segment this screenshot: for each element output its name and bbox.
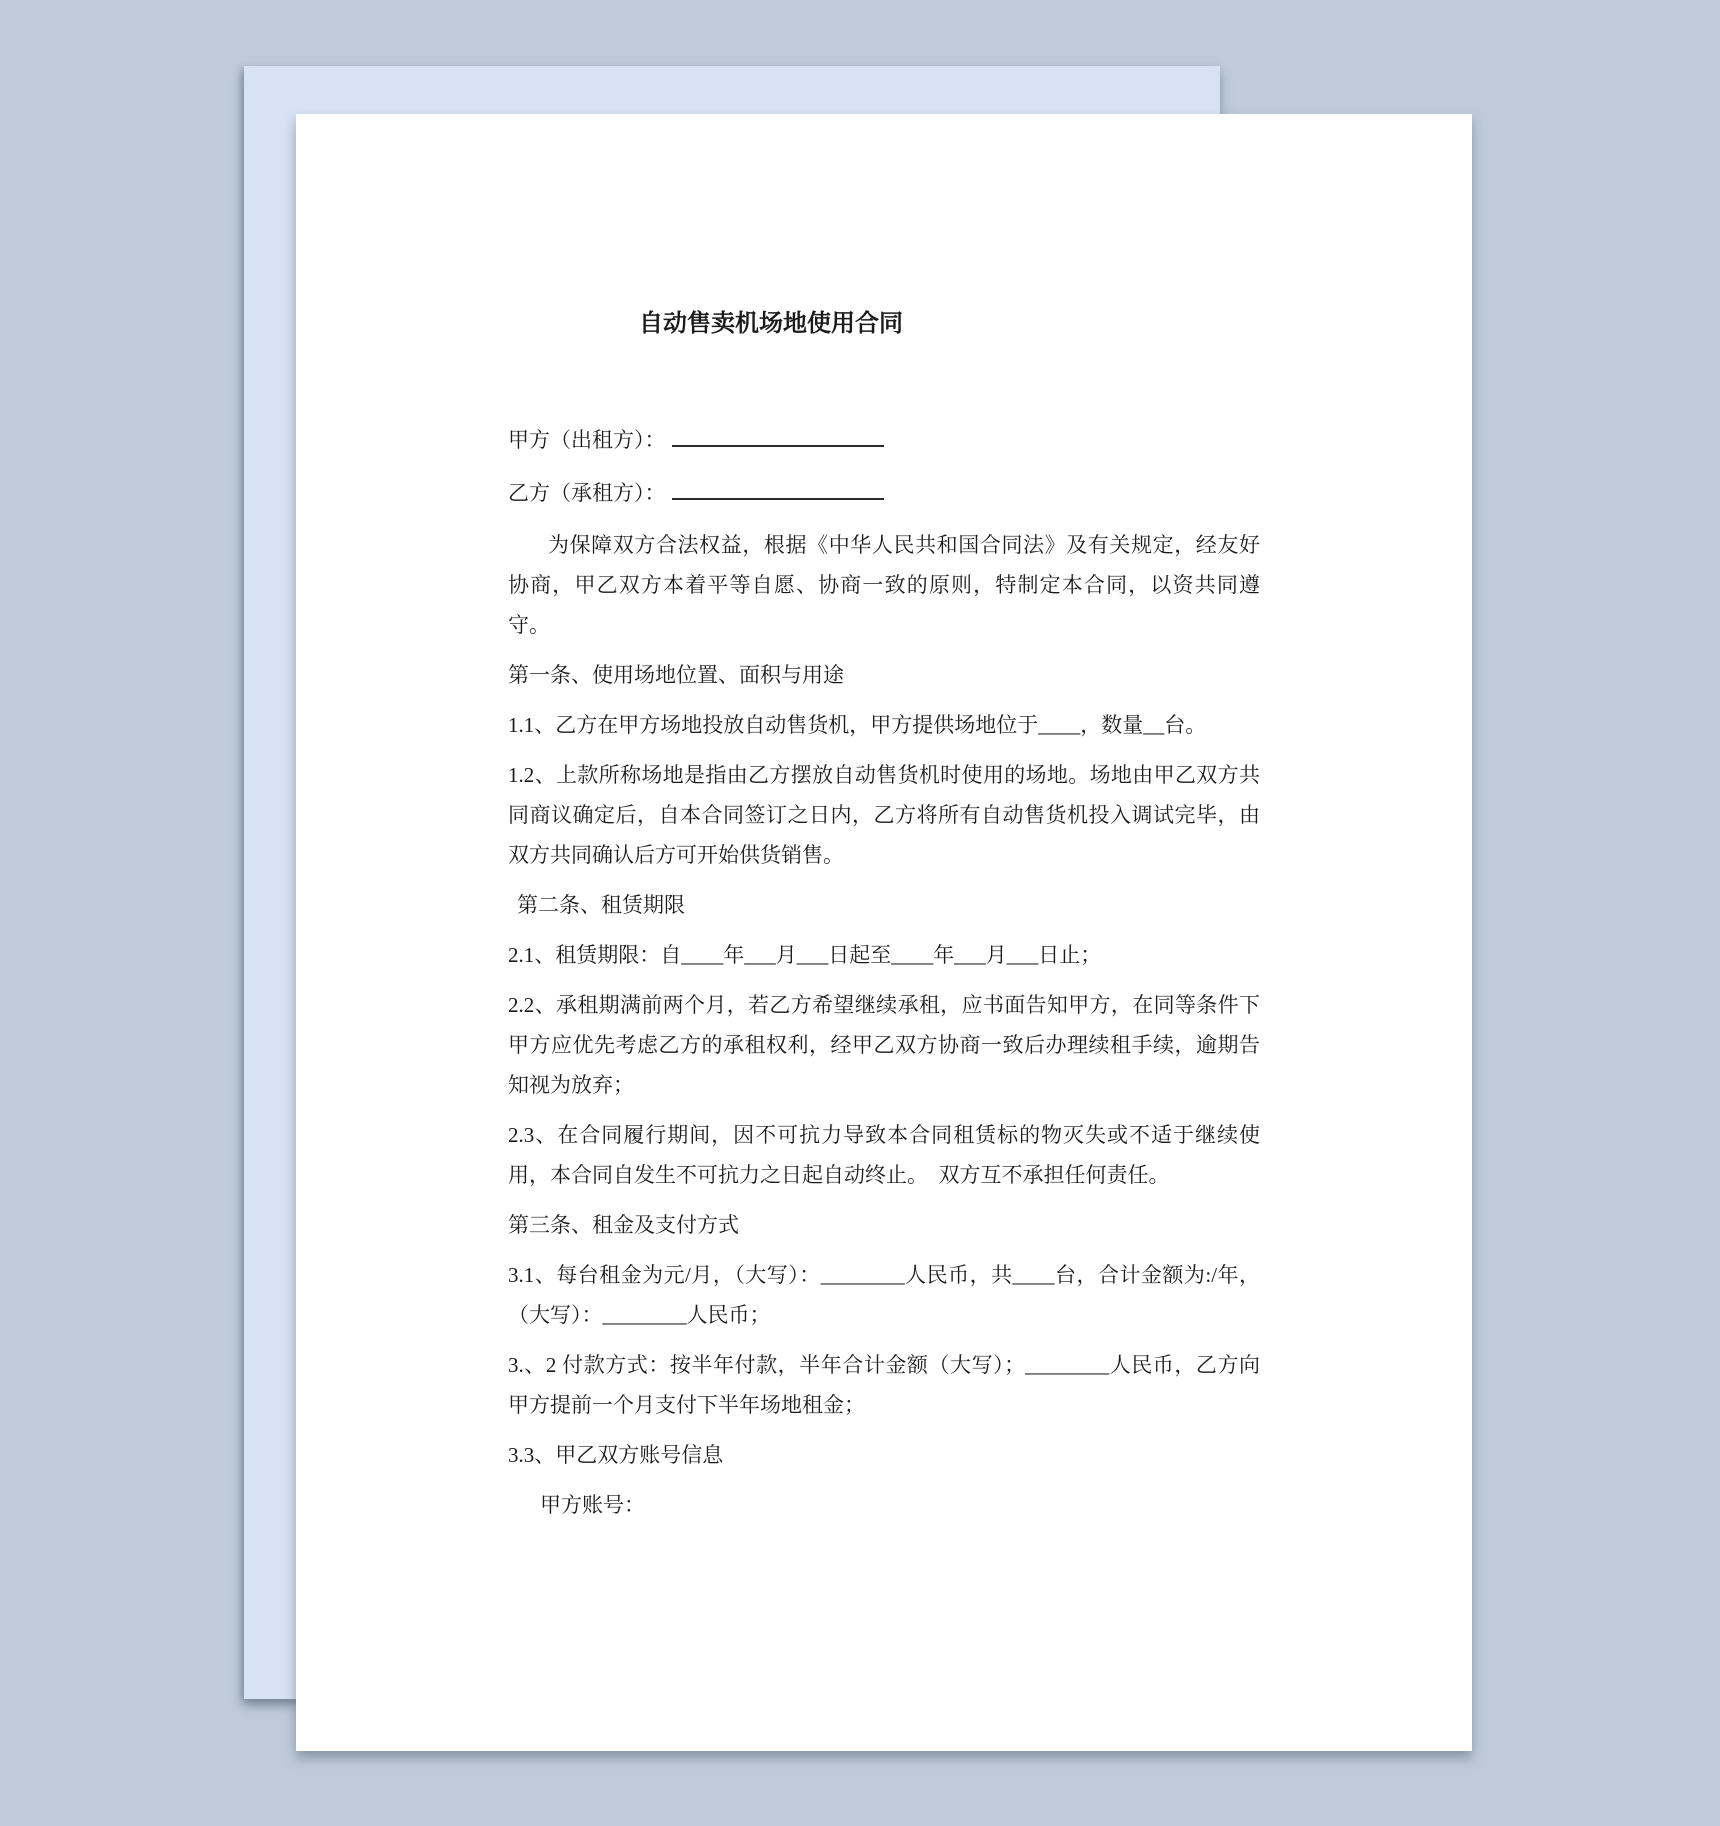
clause-2-2: 2.2、承租期满前两个月，若乙方希望继续承租，应书面告知甲方，在同等条件下甲方应优先考虑乙方的承租权利，经甲乙双方协商一致后办理续租手续，逾期告知视为放弃； — [508, 993, 1260, 1097]
section-1-heading: 第一条、使用场地位置、面积与用途 — [508, 663, 844, 687]
contract-document-page — [296, 114, 1472, 1751]
intro-paragraph: 为保障双方合法权益，根据《中华人民共和国合同法》及有关规定，经友好协商，甲乙双方本着平等自愿、协商一致的原则，特制定本合同，以资共同遵守。 — [508, 533, 1260, 637]
document-content — [296, 114, 1472, 1525]
party-b-row — [508, 472, 1260, 513]
clause-3-3: 3.3、甲乙双方账号信息 — [508, 1443, 724, 1467]
clause-3-2: 3.、2 付款方式：按半年付款，半年合计金额（大写）；________人民币，乙方向甲方提前一个月支付下半年场地租金； — [508, 1353, 1260, 1417]
party-b-blank-line — [672, 472, 884, 500]
section-3-heading: 第三条、租金及支付方式 — [508, 1213, 739, 1237]
document-title: 自动售卖机场地使用合同 — [639, 311, 903, 337]
party-a-row — [508, 419, 1260, 460]
section-2-heading: 第二条、租赁期限 — [517, 893, 685, 917]
party-b-label: 乙方（承租方）： — [508, 481, 666, 505]
party-a-label: 甲方（出租方）： — [508, 428, 666, 452]
party-a-account-line: 甲方账号： — [540, 1493, 645, 1517]
party-a-blank-line — [672, 419, 884, 447]
clause-1-1: 1.1、乙方在甲方场地投放自动售货机，甲方提供场地位于____，数量__台。 — [508, 713, 1207, 737]
clause-2-1: 2.1、租赁期限：自____年___月___日起至____年___月___日止； — [508, 943, 1102, 967]
clause-2-3: 2.3、在合同履行期间，因不可抗力导致本合同租赁标的物灭失或不适于继续使用，本合同自发生不可抗力之日起自动终止。 双方互不承担任何责任。 — [508, 1123, 1260, 1187]
clause-1-2: 1.2、上款所称场地是指由乙方摆放自动售货机时使用的场地。场地由甲乙双方共同商议确定后，自本合同签订之日内，乙方将所有自动售货机投入调试完毕，由双方共同确认后方可开始供货销售。 — [508, 763, 1260, 867]
clause-3-1: 3.1、每台租金为元/月，（大写）：________人民币，共____台，合计金额为:/年，（大写）：________人民币； — [508, 1263, 1260, 1327]
